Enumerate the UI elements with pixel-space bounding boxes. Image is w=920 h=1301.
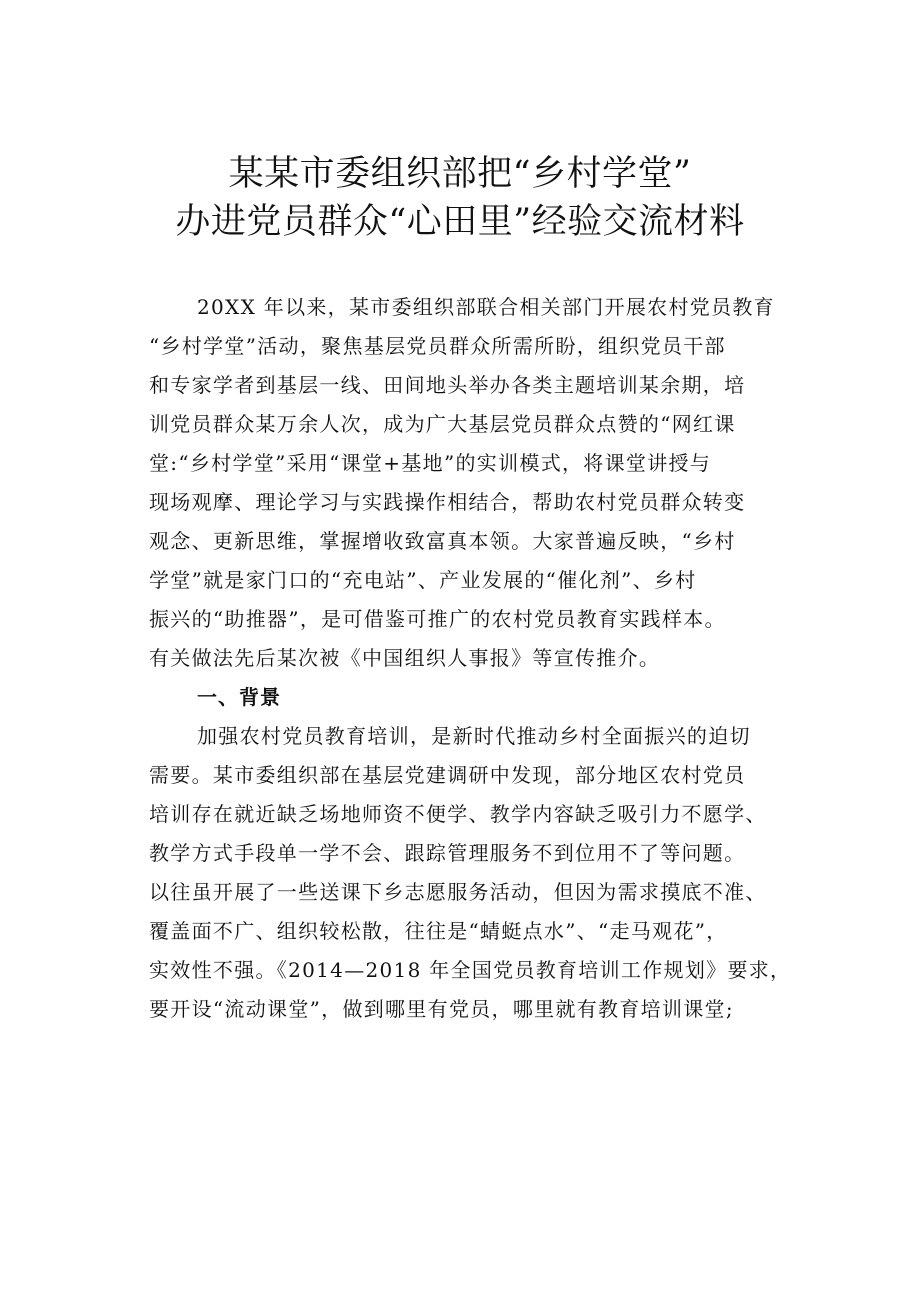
section-heading: 一、背景 [197,685,281,709]
paragraph-line: 观念、更新思维，掌握增收致富真本领。大家普遍反映，“乡村 [149,529,736,553]
paragraph-line: 20XX 年以来，某市委组织部联合相关部门开展农村党员教育 [197,295,775,319]
paragraph-line: “乡村学堂”活动，聚焦基层党员群众所需所盼，组织党员干部 [149,334,726,358]
document-title [60,150,860,246]
paragraph-line: 要开设“流动课堂”，做到哪里有党员，哪里就有教育培训课堂; [149,997,734,1021]
paragraph-line: 教学方式手段单一学不会、跟踪管理服务不到位用不了等问题。 [149,841,746,865]
paragraph-line: 需要。某市委组织部在基层党建调研中发现，部分地区农村党员 [149,763,746,787]
paragraph-line: 覆盖面不广、组织较松散，往往是“蜻蜓点水”、“走马观花”， [149,919,728,943]
paragraph-line: 实效性不强。《2014—2018 年全国党员教育培训工作规划》要求， [149,958,792,982]
title-line: 某某市委组织部把“乡村学堂” [228,154,692,194]
document-body [149,288,813,1029]
paragraph-line: 以往虽开展了一些送课下乡志愿服务活动，但因为需求摸底不准、 [149,880,767,904]
title-line: 办进党员群众“心田里”经验交流材料 [175,202,745,242]
paragraph-line: 训党员群众某万余人次，成为广大基层党员群众点赞的“网红课 [149,412,736,436]
paragraph-line: 堂:“乡村学堂”采用“课堂+基地”的实训模式，将课堂讲授与 [149,451,712,475]
paragraph-line: 学堂”就是家门口的“充电站”、产业发展的“催化剂”、乡村 [149,568,697,592]
paragraph-line: 和专家学者到基层一线、田间地头举办各类主题培训某余期，培 [149,373,746,397]
paragraph-line: 有关做法先后某次被《中国组织人事报》等宣传推介。 [149,646,661,670]
paragraph-line: 培训存在就近缺乏场地师资不便学、教学内容缺乏吸引力不愿学、 [149,802,767,826]
paragraph-line: 加强农村党员教育培训，是新时代推动乡村全面振兴的迫切 [197,724,751,748]
paragraph-line: 振兴的“助推器”，是可借鉴可推广的农村党员教育实践样本。 [149,607,726,631]
paragraph-line: 现场观摩、理论学习与实践操作相结合，帮助农村党员群众转变 [149,490,746,514]
